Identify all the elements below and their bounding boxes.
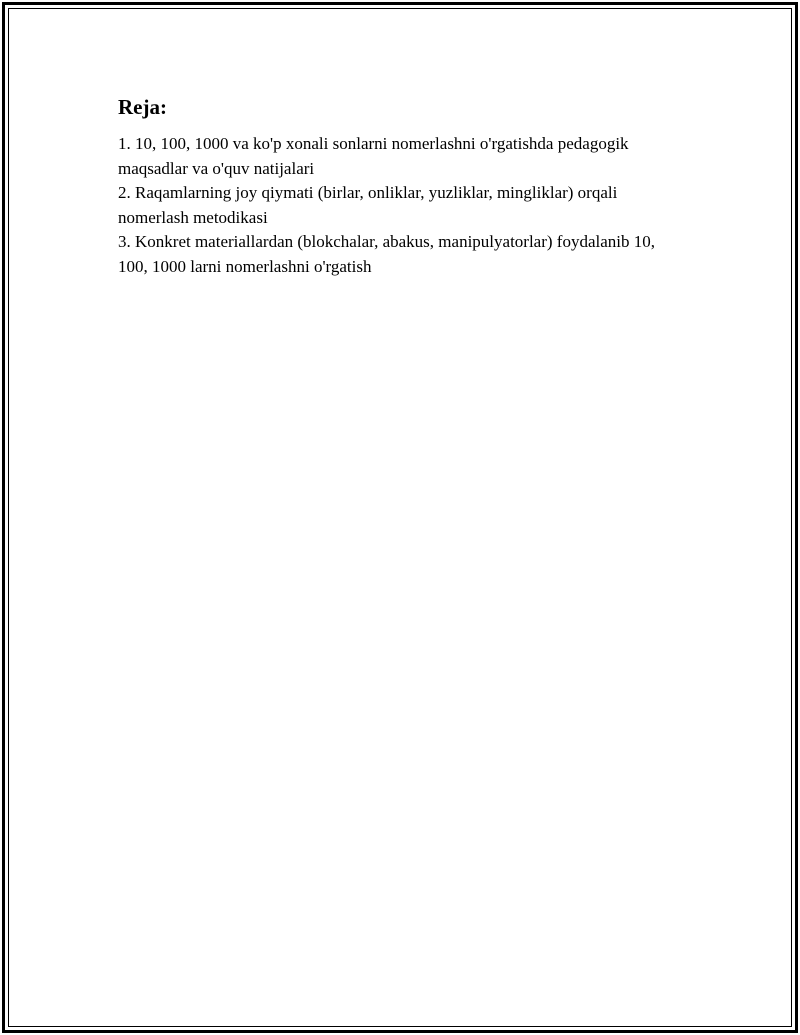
plan-item-2: 2. Raqamlarning joy qiymati (birlar, onliklar, yuzliklar, mingliklar) orqali nomerlash metodikasi [118,183,618,227]
plan-list [118,132,688,279]
plan-item-3: 3. Konkret materiallardan (blokchalar, abakus, manipulyatorlar) foydalanib 10, 100, 1000 larni nomerlashni o'rgatish [118,232,655,276]
plan-item-1: 1. 10, 100, 1000 va ko'p xonali sonlarni nomerlashni o'rgatishda pedagogik maqsadlar va o'quv natijalari [118,134,629,178]
document-content [118,94,688,279]
plan-title: Reja: [118,95,167,119]
